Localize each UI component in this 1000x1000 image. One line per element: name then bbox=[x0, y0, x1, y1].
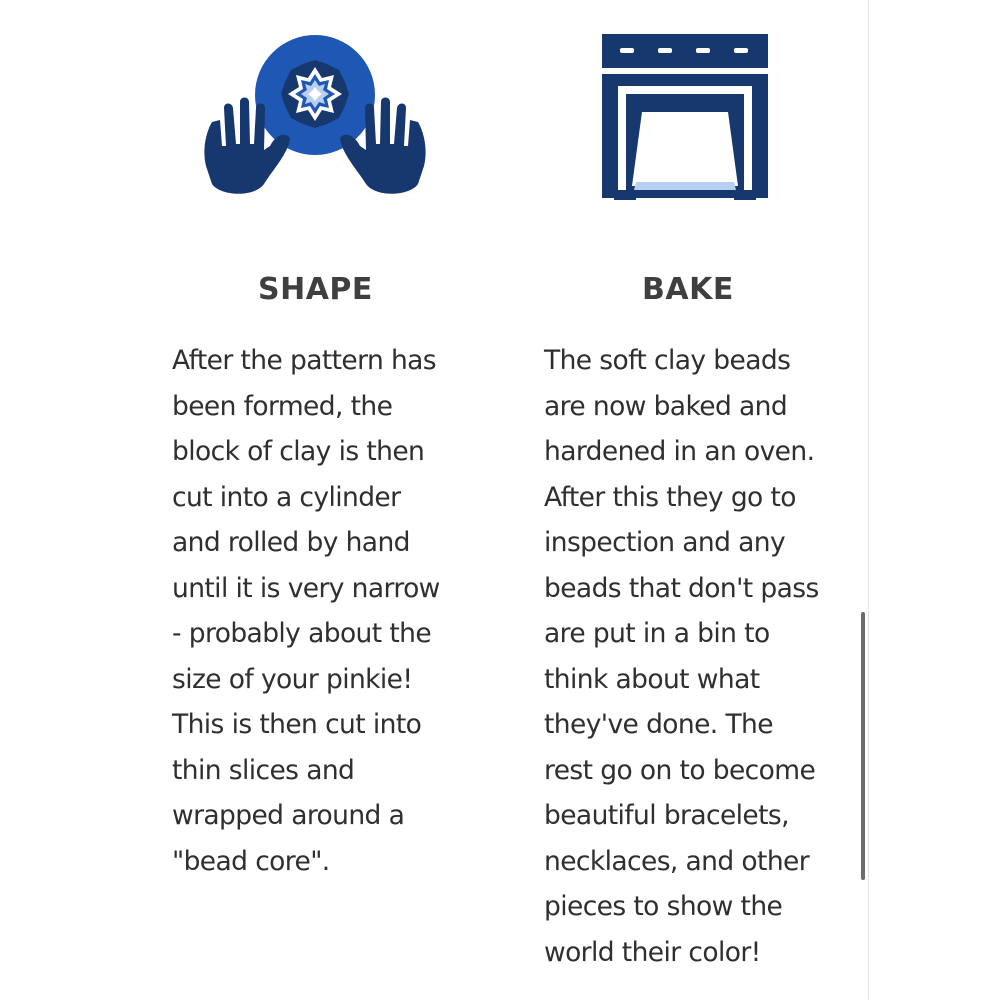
step-heading: SHAPE bbox=[258, 272, 373, 307]
hands-holding-bead-icon bbox=[198, 28, 432, 203]
oven-icon bbox=[600, 32, 770, 207]
right-gutter bbox=[868, 0, 1000, 1000]
oven-svg bbox=[600, 32, 770, 202]
step-description: After the pattern has been formed, the block of clay is then cut into a cylinder and rolled by hand until it is very narrow - probably about the size of your pinkie! This is then cut into thin slices and wrapped around a "bead core". bbox=[172, 345, 440, 877]
step-description: The soft clay beads are now baked and hardened in an oven. After this they go to inspection and any beads that don't pass are put in a bin to think about what they've done. The rest go on to become beautiful bracelets, necklaces, and other pieces to show the world their color! bbox=[544, 345, 819, 968]
scrollbar-thumb[interactable] bbox=[861, 612, 865, 880]
hands-holding-bead-svg bbox=[198, 28, 432, 198]
step-heading: BAKE bbox=[642, 272, 734, 307]
